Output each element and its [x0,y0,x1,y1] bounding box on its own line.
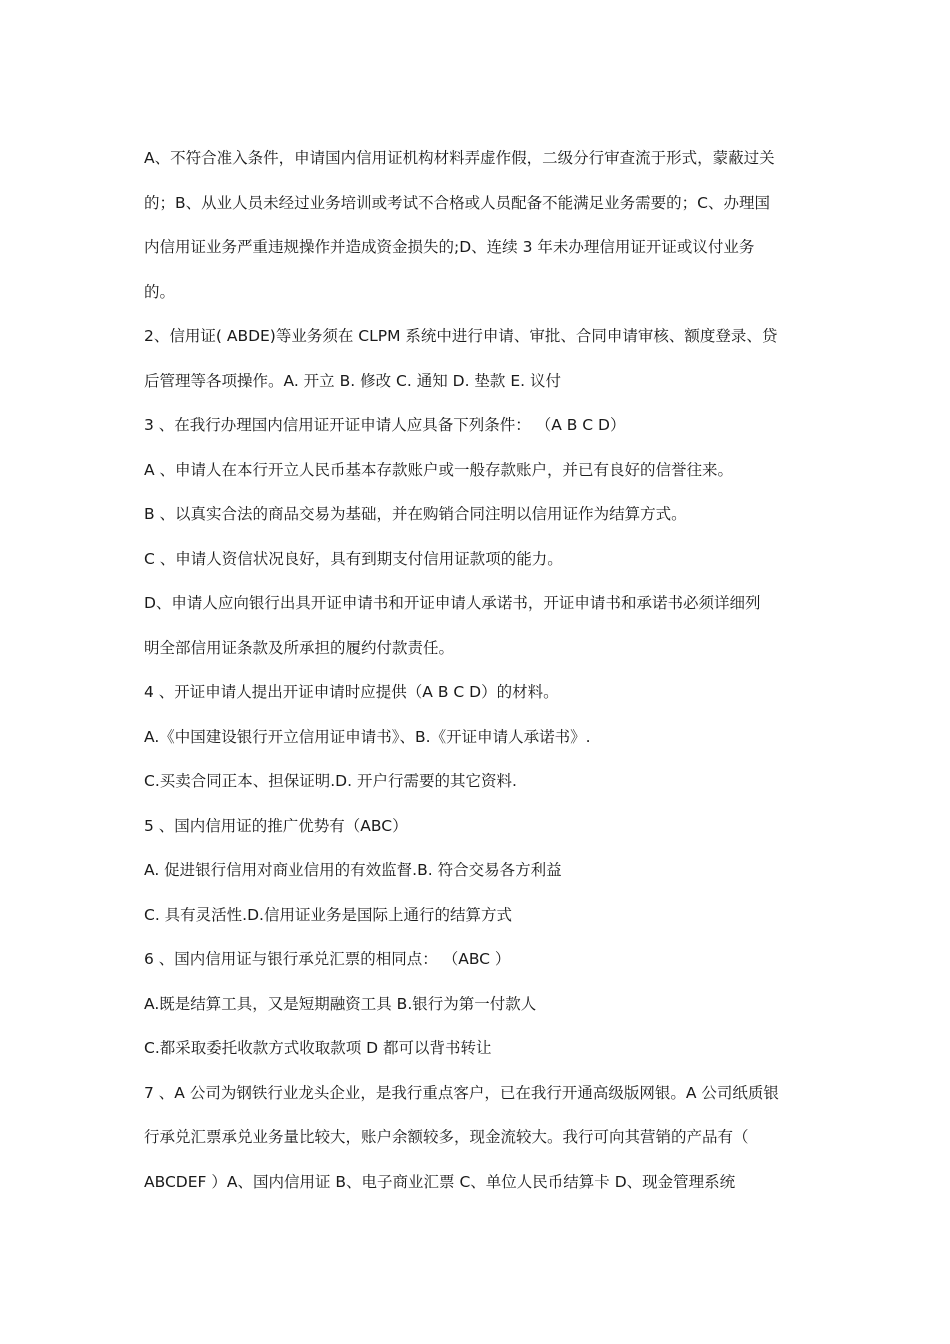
text-line: A.既是结算工具，又是短期融资工具 B.银行为第一付款人 [144,994,537,1013]
text-line: B 、以真实合法的商品交易为基础，并在购销合同注明以信用证作为结算方式。 [144,505,687,523]
question-5-line: 5 、国内信用证的推广优势有（ABC） [144,816,408,835]
text-line: 内信用证业务严重违规操作并造成资金损失的;D、连续 3 年未办理信用证开证或议付业务 [144,238,755,256]
text-line: 的；B、从业人员未经过业务培训或考试不合格或人员配备不能满足业务需要的；C、办理国 [144,193,770,212]
text-line: 的。 [144,282,176,301]
text-line: 明全部信用证条款及所承担的履约付款责任。 [144,638,455,657]
text-line: ABCDEF ）A、国内信用证 B、电子商业汇票 C、单位人民币结算卡 D、现金管理系统 [144,1172,736,1191]
text-line: D、申请人应向银行出具开证申请书和开证申请人承诺书，开证申请书和承诺书必须详细列 [144,594,761,612]
question-3-line: 3 、在我行办理国内信用证开证申请人应具备下列条件： （A B C D） [144,416,626,434]
text-line: C 、申请人资信状况良好，具有到期支付信用证款项的能力。 [144,549,563,568]
document-body [144,136,808,1204]
text-line: 行承兑汇票承兑业务量比较大，账户余额较多，现金流较大。我行可向其营销的产品有（ [144,1128,749,1146]
text-line: A 、申请人在本行开立人民币基本存款账户或一般存款账户，并已有良好的信誉往来。 [144,460,734,479]
text-line: C.都采取委托收款方式收取款项 D 都可以背书转让 [144,1039,492,1057]
question-6-line: 6 、国内信用证与银行承兑汇票的相同点： （ABC ） [144,950,511,968]
text-line: 后管理等各项操作。A. 开立 B. 修改 C. 通知 D. 垫款 E. 议付 [144,371,561,390]
text-line: C. 具有灵活性.D.信用证业务是国际上通行的结算方式 [144,905,512,924]
question-4-line: 4 、开证申请人提出开证申请时应提供（A B C D）的材料。 [144,683,559,701]
text-line: A. 促进银行信用对商业信用的有效监督.B. 符合交易各方利益 [144,861,562,879]
text-line: A.《中国建设银行开立信用证申请书》、B.《开证申请人承诺书》. [144,727,591,746]
text-line: A、不符合准入条件，申请国内信用证机构材料弄虚作假，二级分行审查流于形式，蒙蔽过关 [144,149,775,167]
question-7-line: 7 、A 公司为钢铁行业龙头企业，是我行重点客户，已在我行开通高级版网银。A 公司纸质银 [144,1083,779,1102]
text-line: C.买卖合同正本、担保证明.D. 开户行需要的其它资料. [144,772,517,790]
question-2-line: 2、信用证( ABDE)等业务须在 CLPM 系统中进行申请、审批、合同申请审核、额度登录、贷 [144,327,778,345]
